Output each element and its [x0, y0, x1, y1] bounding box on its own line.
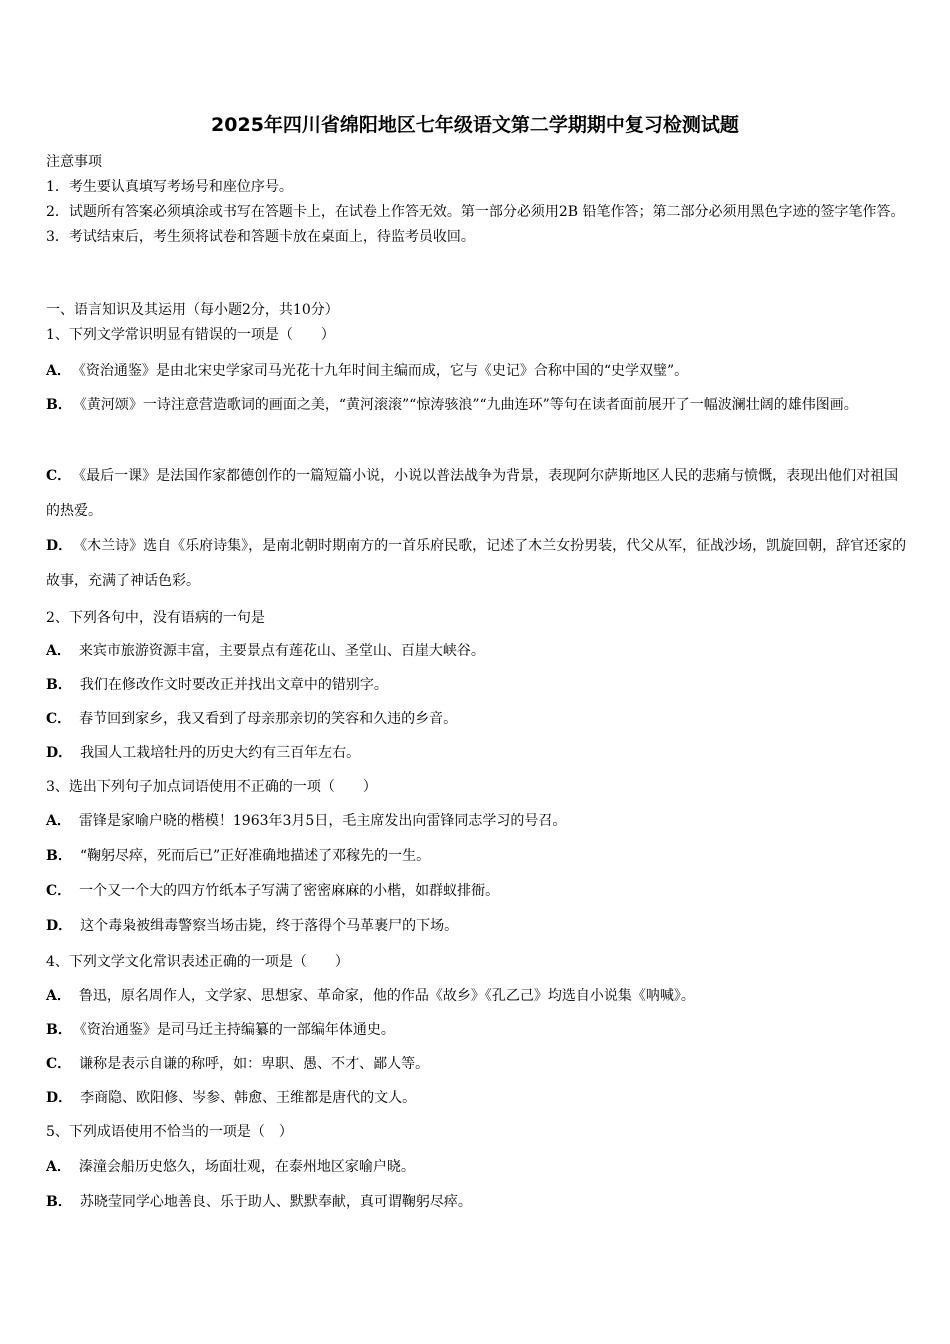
option-text: 谦称是表示自谦的称呼，如：卑职、愚、不才、鄙人等。 [79, 1056, 430, 1072]
question-stem: 5、下列成语使用不恰当的一项是（ ） [46, 1124, 293, 1140]
option-text: 《资治通鉴》是司马迁主持编纂的一部编年体通史。 [79, 1022, 395, 1038]
section-heading: 一、语言知识及其运用（每小题2分，共10分） [46, 302, 339, 318]
notice-heading: 注意事项 [46, 154, 102, 170]
option-text: 来宾市旅游资源丰富，主要景点有莲花山、圣堂山、百崖大峡谷。 [78, 643, 485, 659]
option-letter: D． [46, 1090, 73, 1106]
question-stem: 1、下列文学常识明显有错误的一项是（ ） [46, 327, 335, 343]
option-letter: C． [46, 1056, 72, 1072]
option [46, 1018, 912, 1042]
page-title: 2025年四川省绵阳地区七年级语文第二学期期中复习检测试题 [211, 114, 739, 136]
option-letter: A． [46, 363, 71, 379]
option-text: 《资治通鉴》是由北宋史学家司马光花十九年时间主编而成，它与《史记》合称中国的“史学双璧”。 [78, 363, 689, 379]
option-text: 《最后一课》是法国作家都德创作的一篇短篇小说，小说以普法战争为背景，表现阿尔萨斯地区人民的悲痛与愤慨，表现出他们对祖国的热爱。 [46, 468, 899, 519]
option-text: 《木兰诗》选自《乐府诗集》，是南北朝时期南方的一首乐府民歌，记述了木兰女扮男装，代父从军，征战沙场，凯旋回朝，辞官还家的故事，充满了神话色彩。 [46, 538, 907, 589]
option-letter: A． [46, 988, 71, 1004]
option-letter: C． [46, 883, 72, 899]
option-text: “鞠躬尽瘁，死而后已”正好准确地描述了邓稼先的一生。 [79, 848, 431, 864]
notice-item: 1．考生要认真填写考场号和座位序号。 [46, 179, 293, 195]
option [46, 809, 912, 833]
option-letter: C． [46, 711, 72, 727]
option [46, 1052, 912, 1076]
option-text: 我国人工栽培牡丹的历史大约有三百年左右。 [80, 745, 361, 761]
option-letter: A． [46, 1159, 71, 1175]
option-text: 李商隐、欧阳修、岑参、韩愈、王维都是唐代的文人。 [80, 1090, 417, 1106]
option-letter: B． [46, 677, 72, 693]
option-text: 鲁迅，原名周作人，文学家、思想家、革命家，他的作品《故乡》《孔乙己》均选自小说集《呐喊》。 [78, 988, 695, 1004]
option [46, 741, 912, 765]
option-letter: A． [46, 813, 71, 829]
option-text: 一个又一个大的四方竹纸本子写满了密密麻麻的小楷，如群蚁排衙。 [79, 883, 500, 899]
option-text: 这个毒枭被缉毒警察当场击毙，终于落得个马革裹尸的下场。 [80, 918, 459, 934]
option-letter: A． [46, 643, 71, 659]
notice-item: 3．考试结束后，考生须将试卷和答题卡放在桌面上，待监考员收回。 [46, 229, 475, 245]
option-letter: B． [46, 1194, 72, 1210]
question-stem: 4、下列文学文化常识表述正确的一项是（ ） [46, 954, 349, 970]
option [46, 529, 912, 599]
option [46, 359, 912, 383]
option-text: 雷锋是家喻户晓的楷模！1963年3月5日，毛主席发出向雷锋同志学习的号召。 [78, 813, 567, 829]
option-letter: C． [46, 468, 72, 484]
option-text: 春节回到家乡，我又看到了母亲那亲切的笑容和久违的乡音。 [79, 711, 458, 727]
option [46, 914, 912, 938]
option [46, 639, 912, 663]
question-stem: 3、选出下列句子加点词语使用不正确的一项（ ） [46, 779, 377, 795]
option [46, 1155, 912, 1179]
option-text: 我们在修改作文时要改正并找出文章中的错别字。 [79, 677, 388, 693]
option [46, 879, 912, 903]
option [46, 1086, 912, 1110]
option-letter: B． [46, 397, 72, 413]
option-text: 《黄河颂》一诗注意营造歌词的画面之美，“黄河滚滚”“惊涛骇浪”“九曲连环”等句在读者面前展开了一幅波澜壮阔的雄伟图画。 [79, 397, 858, 413]
option-letter: D． [46, 538, 73, 554]
option [46, 707, 912, 731]
notice-block [46, 150, 908, 250]
option-letter: D． [46, 745, 73, 761]
option [46, 459, 912, 529]
option [46, 388, 912, 423]
option [46, 844, 912, 868]
option-text: 苏晓莹同学心地善良、乐于助人、默默奉献，真可谓鞠躬尽瘁。 [79, 1194, 472, 1210]
question-stem: 2、下列各句中，没有语病的一句是 [46, 610, 265, 626]
option [46, 1190, 912, 1214]
option-text: 溱潼会船历史悠久，场面壮观，在泰州地区家喻户晓。 [78, 1159, 415, 1175]
option [46, 984, 912, 1008]
option-letter: B． [46, 1022, 72, 1038]
notice-item: 2．试题所有答案必须填涂或书写在答题卡上，在试卷上作答无效。第一部分必须用2B 铅笔作答；第二部分必须用黑色字迹的签字笔作答。 [46, 204, 905, 220]
option-letter: D． [46, 918, 73, 934]
option [46, 673, 912, 697]
option-letter: B． [46, 848, 72, 864]
